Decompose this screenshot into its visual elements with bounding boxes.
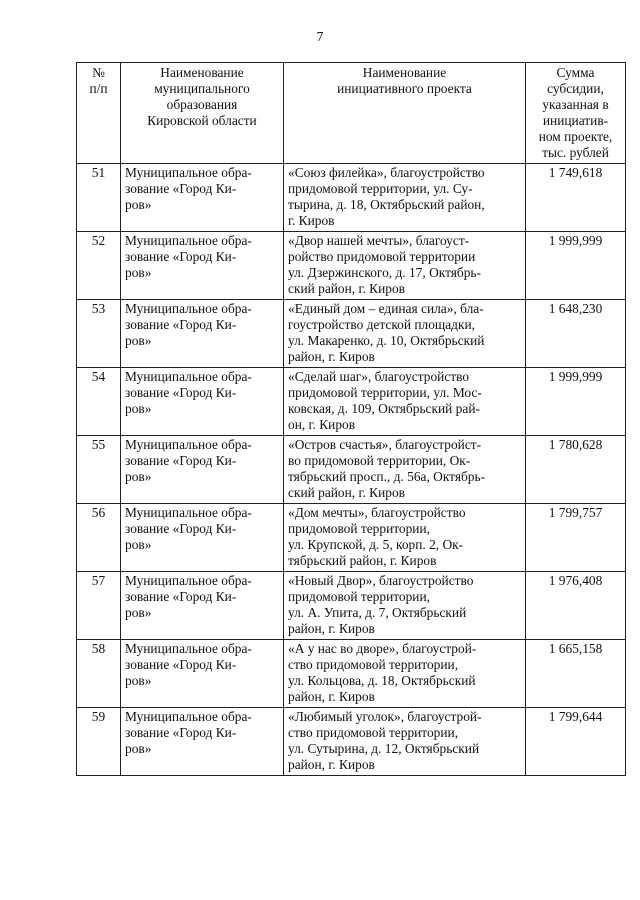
- table-row: [77, 504, 626, 572]
- row-number: 57: [77, 572, 121, 640]
- text-line: Муниципальное обра-: [125, 301, 252, 316]
- table-row: [77, 232, 626, 300]
- header-amount: [526, 63, 626, 164]
- amount-cell: 1 999,999: [526, 232, 626, 300]
- header-number: [77, 63, 121, 164]
- text-line: зование «Город Ки-: [125, 657, 237, 672]
- text-line: инициатив-: [542, 113, 609, 128]
- text-line: придомовой территории, ул. Мос-: [288, 385, 482, 400]
- municipality-cell: [121, 164, 284, 232]
- text-line: муниципального: [154, 81, 250, 96]
- text-line: «Дом мечты», благоустройство: [288, 505, 466, 520]
- text-line: район, г. Киров: [288, 621, 375, 636]
- amount-cell: 1 799,644: [526, 708, 626, 776]
- text-line: тябрьский просп., д. 56а, Октябрь-: [288, 469, 486, 484]
- text-line: Муниципальное обра-: [125, 505, 252, 520]
- text-line: зование «Город Ки-: [125, 725, 237, 740]
- text-line: «Сделай шаг», благоустройство: [288, 369, 470, 384]
- text-line: район, г. Киров: [288, 349, 375, 364]
- text-line: ковская, д. 109, Октябрьский рай-: [288, 401, 480, 416]
- text-line: «А у нас во дворе», благоустрой-: [288, 641, 477, 656]
- text-line: зование «Город Ки-: [125, 181, 237, 196]
- text-line: «Остров счастья», благоустройст-: [288, 437, 482, 452]
- subsidy-table: [76, 62, 626, 776]
- municipality-cell: [121, 232, 284, 300]
- text-line: ство придомовой территории,: [288, 657, 459, 672]
- project-cell: [284, 572, 526, 640]
- project-cell: [284, 368, 526, 436]
- text-line: «Новый Двор», благоустройство: [288, 573, 474, 588]
- text-line: зование «Город Ки-: [125, 589, 237, 604]
- amount-cell: 1 749,618: [526, 164, 626, 232]
- row-number: 52: [77, 232, 121, 300]
- text-line: тыс. рублей: [542, 145, 609, 160]
- row-number: 58: [77, 640, 121, 708]
- text-line: ский район, г. Киров: [288, 485, 405, 500]
- text-line: придомовой территории,: [288, 589, 430, 604]
- municipality-cell: [121, 640, 284, 708]
- text-line: ул. Дзержинского, д. 17, Октябрь-: [288, 265, 481, 280]
- row-number: 55: [77, 436, 121, 504]
- text-line: ров»: [125, 673, 152, 688]
- text-line: №: [92, 65, 105, 80]
- project-cell: [284, 504, 526, 572]
- text-line: зование «Город Ки-: [125, 521, 237, 536]
- municipality-cell: [121, 368, 284, 436]
- table-row: [77, 708, 626, 776]
- text-line: Муниципальное обра-: [125, 369, 252, 384]
- municipality-cell: [121, 436, 284, 504]
- text-line: инициативного проекта: [337, 81, 472, 96]
- text-line: зование «Город Ки-: [125, 317, 237, 332]
- text-line: Наименование: [362, 65, 447, 80]
- text-line: ров»: [125, 605, 152, 620]
- text-line: Наименование: [160, 65, 244, 80]
- project-cell: [284, 232, 526, 300]
- text-line: ров»: [125, 197, 152, 212]
- text-line: ров»: [125, 265, 152, 280]
- header-municipality: [121, 63, 284, 164]
- header-project: [284, 63, 526, 164]
- text-line: тырина, д. 18, Октябрьский район,: [288, 197, 485, 212]
- row-number: 54: [77, 368, 121, 436]
- text-line: район, г. Киров: [288, 757, 375, 772]
- project-cell: [284, 164, 526, 232]
- text-line: ров»: [125, 741, 152, 756]
- text-line: Муниципальное обра-: [125, 641, 252, 656]
- amount-cell: 1 799,757: [526, 504, 626, 572]
- table-row: [77, 572, 626, 640]
- row-number: 53: [77, 300, 121, 368]
- text-line: ский район, г. Киров: [288, 281, 405, 296]
- text-line: ул. А. Упита, д. 7, Октябрьский: [288, 605, 467, 620]
- amount-cell: 1 665,158: [526, 640, 626, 708]
- project-cell: [284, 300, 526, 368]
- text-line: «Единый дом – единая сила», бла-: [288, 301, 484, 316]
- text-line: придомовой территории, ул. Су-: [288, 181, 473, 196]
- table-row: [77, 640, 626, 708]
- text-line: ул. Макаренко, д. 10, Октябрьский: [288, 333, 485, 348]
- text-line: Муниципальное обра-: [125, 709, 252, 724]
- row-number: 56: [77, 504, 121, 572]
- text-line: зование «Город Ки-: [125, 249, 237, 264]
- page-number: 7: [316, 30, 324, 45]
- table-row: [77, 164, 626, 232]
- text-line: тябрьский район, г. Киров: [288, 553, 437, 568]
- table-row: [77, 300, 626, 368]
- text-line: ров»: [125, 401, 152, 416]
- amount-cell: 1 648,230: [526, 300, 626, 368]
- text-line: ров»: [125, 469, 152, 484]
- text-line: Кировской области: [147, 113, 257, 128]
- text-line: г. Киров: [288, 213, 335, 228]
- text-line: ул. Сутырина, д. 12, Октябрьский: [288, 741, 480, 756]
- text-line: зование «Город Ки-: [125, 385, 237, 400]
- text-line: Муниципальное обра-: [125, 165, 252, 180]
- text-line: Сумма: [556, 65, 595, 80]
- text-line: зование «Город Ки-: [125, 453, 237, 468]
- text-line: ство придомовой территории,: [288, 725, 459, 740]
- text-line: придомовой территории,: [288, 521, 430, 536]
- text-line: ров»: [125, 537, 152, 552]
- project-cell: [284, 708, 526, 776]
- table-header-row: [77, 63, 626, 164]
- text-line: ройство придомовой территории: [288, 249, 476, 264]
- municipality-cell: [121, 708, 284, 776]
- text-line: Муниципальное обра-: [125, 233, 252, 248]
- text-line: ров»: [125, 333, 152, 348]
- municipality-cell: [121, 572, 284, 640]
- text-line: он, г. Киров: [288, 417, 356, 432]
- project-cell: [284, 436, 526, 504]
- text-line: «Любимый уголок», благоустрой-: [288, 709, 482, 724]
- text-line: п/п: [89, 81, 108, 96]
- table-row: [77, 436, 626, 504]
- amount-cell: 1 999,999: [526, 368, 626, 436]
- text-line: Муниципальное обра-: [125, 573, 252, 588]
- text-line: субсидии,: [547, 81, 604, 96]
- text-line: гоустройство детской площадки,: [288, 317, 476, 332]
- text-line: ном проекте,: [538, 129, 613, 144]
- project-cell: [284, 640, 526, 708]
- row-number: 59: [77, 708, 121, 776]
- amount-cell: 1 780,628: [526, 436, 626, 504]
- municipality-cell: [121, 504, 284, 572]
- text-line: указанная в: [542, 97, 609, 112]
- text-line: район, г. Киров: [288, 689, 375, 704]
- municipality-cell: [121, 300, 284, 368]
- text-line: ул. Крупской, д. 5, корп. 2, Ок-: [288, 537, 464, 552]
- amount-cell: 1 976,408: [526, 572, 626, 640]
- text-line: «Двор нашей мечты», благоуст-: [288, 233, 470, 248]
- table-row: [77, 368, 626, 436]
- text-line: ул. Кольцова, д. 18, Октябрьский: [288, 673, 476, 688]
- text-line: образования: [166, 97, 238, 112]
- row-number: 51: [77, 164, 121, 232]
- text-line: во придомовой территории, Ок-: [288, 453, 471, 468]
- text-line: «Союз филейка», благоустройство: [288, 165, 485, 180]
- text-line: Муниципальное обра-: [125, 437, 252, 452]
